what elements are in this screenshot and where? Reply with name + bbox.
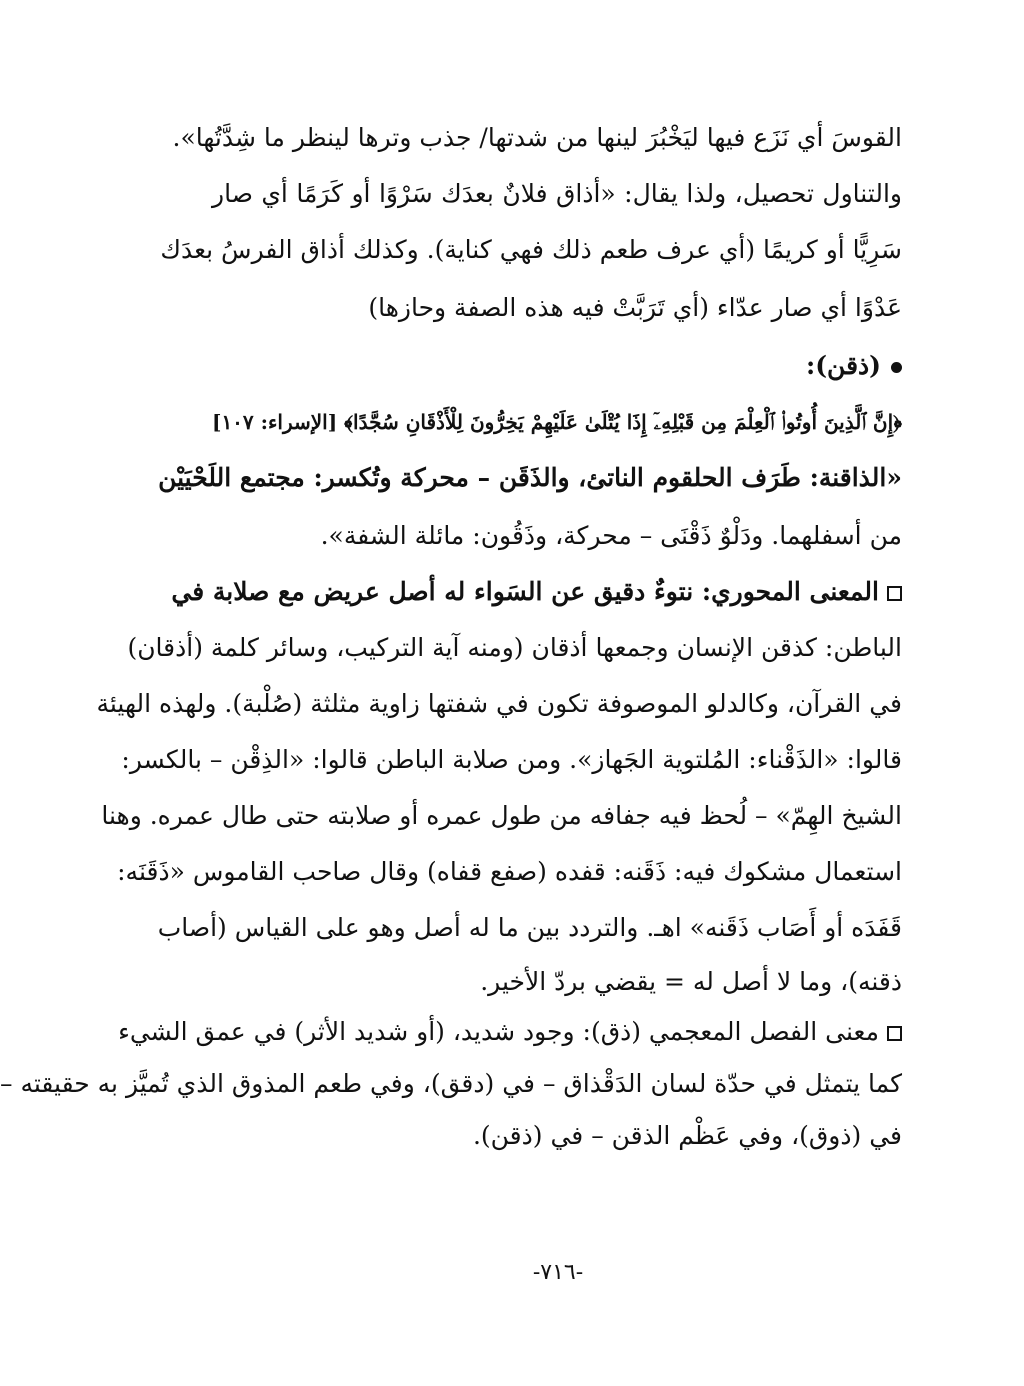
section-heading: [212, 346, 902, 386]
core-meaning-line-6: استعمال مشكوك فيه: ذَقَنه: قفده (صفع قفاه) وقال صاحب القاموس «ذَقَنَه:: [117, 857, 902, 886]
lexical-meaning-line-3: في (ذوق)، وفي عَظْم الذقن – في (ذقن).: [472, 1121, 902, 1150]
core-meaning-line-5: الشيخ الهِمّ» – لُحظ فيه جفافه من طول عمره أو صلابته حتى طال عمره. وهنا: [101, 801, 902, 830]
core-meaning-line-2: الباطن: كذقن الإنسان وجمعها أذقان (ومنه آية التركيب، وسائر كلمة (أذقان): [127, 633, 902, 662]
bullet-icon: [891, 362, 902, 373]
section-heading-text: (ذقن):: [806, 351, 881, 380]
core-meaning-line-1: [171, 572, 902, 612]
text-line-2: والتناول تحصيل، ولذا يقال: «أذاق فلانٌ بعدَك سَرْوًا أو كَرَمًا أي صار: [212, 179, 902, 208]
core-meaning-line-3: في القرآن، وكالدلو الموصوفة تكون في شفتها زاوية مثلثة (صُلْبة). ولهذه الهيئة: [96, 689, 902, 718]
quran-verse: ﴿إِنَّ ٱلَّذِينَ أُوتُوا۟ ٱلْعِلْمَ مِن قَبْلِهِۦٓ إِذَا يُتْلَىٰ عَلَيْهِمْ يَخِرُّونَ لِلْأَذْقَانِ سُجَّدًا﴾ [الإسراء: ١٠٧]: [211, 410, 902, 434]
text-line-definition-1: «الذاقنة: طَرَف الحلقوم الناتئ، والذَقَن – محركة وتُكسر: مجتمع اللَحْيَيْن: [158, 463, 902, 492]
lexical-meaning-line-1: [118, 1012, 902, 1052]
core-meaning-line-7: قَفَدَه أو أَصَاب ذَقَنه» اهـ. والتردد بين ما له أصل وهو على القياس (أصاب: [157, 913, 902, 942]
core-meaning-line-8: ذقنه)، وما لا أصل له = يقضي بردّ الأخير.: [480, 967, 902, 996]
square-bullet-icon: [887, 586, 902, 601]
text-line-definition-2: من أسفلهما. ودَلْوٌ ذَقْنَى – محركة، وذَقُون: مائلة الشفة».: [320, 521, 902, 550]
lexical-meaning-text: معنى الفصل المعجمي (ذق): وجود شديد، (أو شديد الأثر) في عمق الشيء: [118, 1017, 879, 1046]
lexical-meaning-line-2: كما يتمثل في حدّة لسان الدَقْذاق – في (دقق)، وفي طعم المذوق الذي تُميَّز به حقيقته –: [0, 1069, 902, 1098]
text-line-1: القوسَ أي نَزَع فيها ليَخْبُرَ لينها من شدتها/ جذب وترها لينظر ما شِدَّتُها».: [172, 123, 902, 152]
core-meaning-text: المعنى المحوري: نتوءٌ دقيق عن السَواء له أصل عريض مع صلابة في: [171, 577, 879, 606]
text-line-4: عَدْوًا أي صار عدّاء (أي تَرَبَّتْ فيه هذه الصفة وحازها): [368, 293, 902, 322]
square-bullet-icon: [887, 1026, 902, 1041]
core-meaning-line-4: قالوا: «الذَقْناء: المُلتوية الجَهاز». ومن صلابة الباطن قالوا: «الذِقْن – بالكسر:: [121, 745, 902, 774]
page-number: -٧١٦-: [532, 1260, 584, 1285]
text-line-3: سَرِيًّا أو كريمًا (أي عرف طعم ذلك فهي كناية). وكذلك أذاق الفرسُ بعدَك: [160, 235, 902, 264]
